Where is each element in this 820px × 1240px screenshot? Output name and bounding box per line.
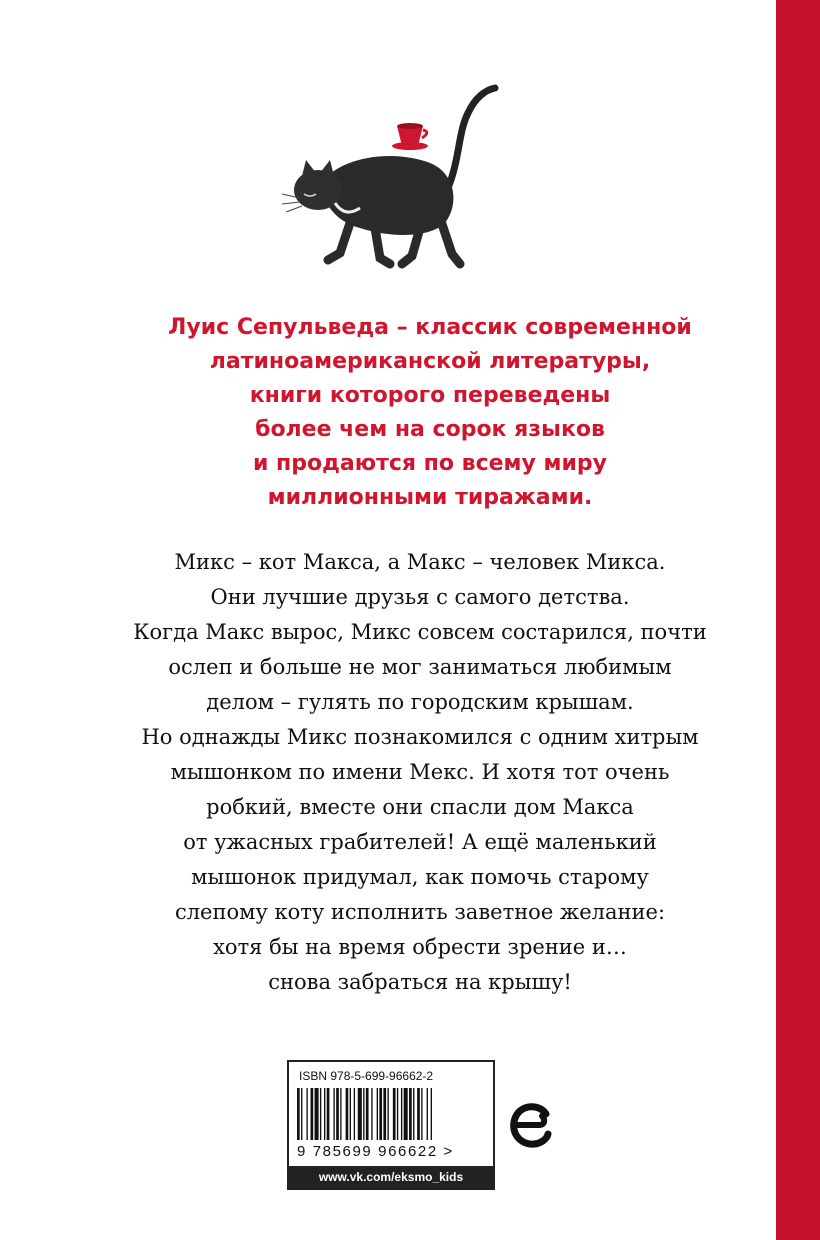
annotation-line: хотя бы на время обрести зрение и…: [213, 935, 627, 959]
promo-line: более чем на сорок языков: [255, 417, 605, 442]
author-promo-text: [120, 311, 740, 515]
eksmo-logo-icon: [500, 1094, 562, 1156]
promo-line: миллионными тиражами.: [267, 485, 593, 510]
book-annotation: [70, 545, 770, 1000]
annotation-line: ослеп и больше не мог заниматься любимым: [168, 655, 672, 679]
red-cup-icon: [392, 123, 428, 150]
barcode-icon: [297, 1088, 487, 1140]
annotation-line: от ужасных грабителей! А ещё маленький: [183, 830, 657, 854]
annotation-line: мышонок придумал, как помочь старому: [191, 865, 649, 889]
annotation-line: Но однажды Микс познакомился с одним хитрым: [141, 725, 699, 749]
annotation-line: Микс – кот Макса, а Макс – человек Микса.: [174, 550, 666, 574]
red-spine-strip: [776, 0, 820, 1240]
annotation-line: мышонком по имени Мекс. И хотя тот очень: [170, 760, 670, 784]
promo-line: латиноамериканской литературы,: [209, 349, 651, 374]
promo-line: книги которого переведены: [249, 383, 611, 408]
annotation-line: слепому коту исполнить заветное желание:: [174, 900, 666, 924]
vk-url: www.vk.com/eksmo_kids: [289, 1166, 493, 1188]
annotation-line: Они лучшие друзья с самого детства.: [210, 585, 630, 609]
promo-line: и продаются по всему миру: [252, 451, 608, 476]
annotation-line: робкий, вместе они спасли дом Макса: [206, 795, 634, 819]
annotation-line: делом – гулять по городским крышам.: [206, 690, 634, 714]
promo-line: Луис Сепульведа – классик современной: [168, 315, 692, 340]
annotation-line: снова забраться на крышу!: [268, 970, 572, 994]
annotation-line: Когда Макс вырос, Микс совсем состарился, почти: [133, 620, 707, 644]
isbn-label: ISBN 978-5-699-96662-2: [299, 1069, 434, 1083]
isbn-barcode-block: [287, 1060, 495, 1190]
cat-illustration: [280, 78, 510, 278]
barcode-digits: 9 785699 966622 >: [297, 1143, 454, 1160]
